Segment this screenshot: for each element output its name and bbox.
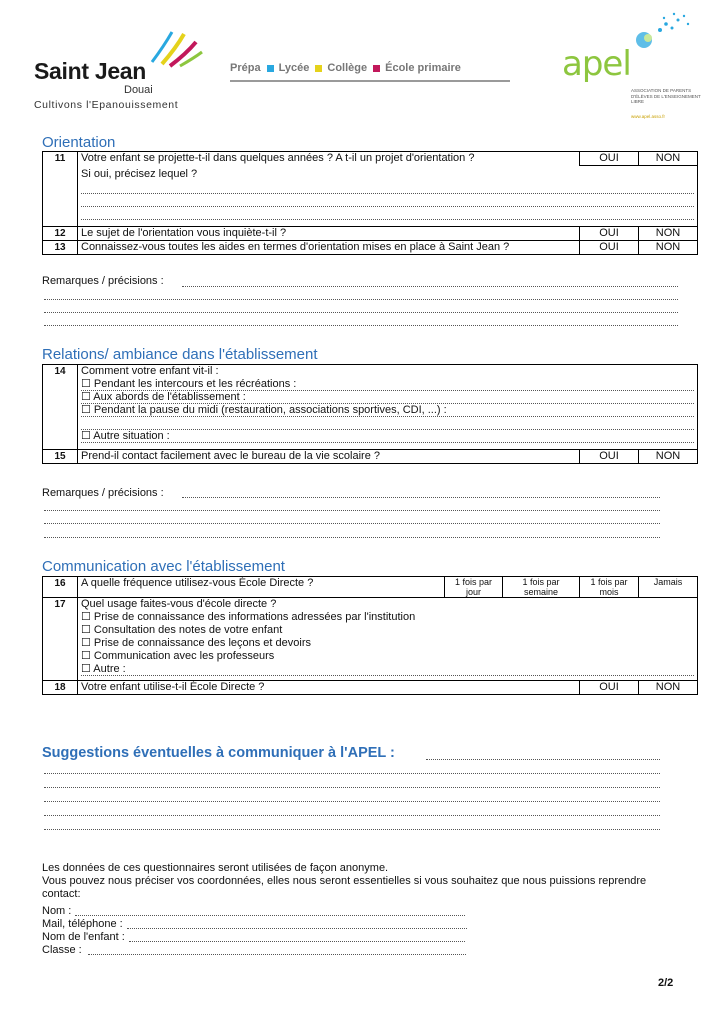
answer-area[interactable] (78, 166, 698, 227)
suggestions-line[interactable] (44, 801, 660, 802)
no-option[interactable]: NON (639, 152, 698, 166)
question-text: Le sujet de l'orientation vous inquiète-t-il ? (78, 227, 580, 241)
apel-subtitle: ASSOCIATION DE PARENTS D'ÉLÈVES DE L'ENSEIGNEMENT LIBRE (631, 88, 701, 104)
question-subtext: Si oui, précisez lequel ? (81, 168, 198, 180)
question-text: Votre enfant se projette-t-il dans quelques années ? A t-il un projet d'orientation ? (78, 152, 580, 166)
question-number: 14 (43, 365, 78, 450)
contact-field-name[interactable] (42, 905, 467, 918)
remarks-line[interactable] (182, 497, 660, 498)
frequency-option[interactable]: Jamais (639, 577, 698, 598)
answer-line[interactable] (81, 181, 694, 194)
field-line[interactable] (75, 915, 465, 916)
suggestions-line[interactable] (426, 759, 660, 760)
question-block (78, 365, 698, 450)
no-option[interactable]: NON (639, 227, 698, 241)
question-text: Prend-il contact facilement avec le bureau de la vie scolaire ? (78, 450, 580, 464)
frequency-option[interactable]: 1 fois par mois (580, 577, 639, 598)
no-option[interactable]: NON (639, 241, 698, 255)
answer-line[interactable] (81, 194, 694, 207)
suggestions-line[interactable] (44, 773, 660, 774)
checkbox-option[interactable]: ☐ Aux abords de l'établissement : (81, 391, 694, 404)
apel-url: www.apel.asso.fr (631, 114, 666, 119)
field-line[interactable] (127, 928, 467, 929)
yes-option[interactable]: OUI (580, 227, 639, 241)
no-option[interactable]: NON (639, 450, 698, 464)
suggestions-line[interactable] (44, 829, 660, 830)
question-text: Connaissez-vous toutes les aides en termes d'orientation mises en place à Saint Jean ? (78, 241, 580, 255)
section-title-orientation: Orientation (42, 134, 116, 151)
field-label: Mail, téléphone : (42, 918, 123, 930)
checkbox-option[interactable]: ☐ Communication avec les professeurs (81, 650, 275, 662)
logo-title: Saint Jean (34, 58, 147, 84)
school-levels (230, 62, 461, 74)
checkbox-option[interactable]: ☐ Autre : (81, 663, 694, 676)
frequency-option[interactable]: 1 fois par semaine (502, 577, 579, 598)
header-divider (230, 80, 510, 82)
level-label: Lycée (278, 62, 310, 74)
logo-city: Douai (124, 84, 153, 96)
yes-option[interactable]: OUI (580, 450, 639, 464)
question-number: 16 (43, 577, 78, 598)
question-number: 17 (43, 598, 78, 681)
field-line[interactable] (129, 941, 465, 942)
level-square-icon (267, 65, 274, 72)
page-number: 2/2 (658, 977, 674, 989)
field-label: Nom : (42, 905, 72, 917)
section-title-relations: Relations/ ambiance dans l'établissement (42, 346, 318, 363)
checkbox-option[interactable]: ☐ Consultation des notes de votre enfant (81, 624, 283, 636)
contact-field-class[interactable] (42, 944, 467, 957)
question-text: A quelle fréquence utilisez-vous École Directe ? (78, 577, 445, 598)
checkbox-option[interactable]: ☐ Prise de connaissance des leçons et devoirs (81, 637, 311, 649)
question-text: Votre enfant utilise-t-il École Directe ? (78, 681, 580, 695)
remarks-line[interactable] (44, 299, 678, 300)
remarks-line[interactable] (182, 286, 678, 287)
no-option[interactable]: NON (639, 681, 698, 695)
level-label: École primaire (385, 62, 461, 74)
suggestions-line[interactable] (44, 787, 660, 788)
question-number: 11 (43, 152, 78, 227)
orientation-table (42, 151, 698, 255)
frequency-option[interactable]: 1 fois par jour (445, 577, 503, 598)
question-number: 13 (43, 241, 78, 255)
checkbox-option[interactable]: ☐ Pendant la pause du midi (restauration, associations sportives, CDI, ...) : (81, 404, 694, 417)
contact-field-child[interactable] (42, 931, 467, 944)
logo-tagline: Cultivons l'Epanouissement (34, 99, 179, 111)
communication-table (42, 576, 698, 695)
question-number: 12 (43, 227, 78, 241)
remarks-line[interactable] (44, 537, 660, 538)
contact-fields (42, 905, 467, 957)
level-square-icon (315, 65, 322, 72)
footer-notice (42, 862, 682, 901)
yes-option[interactable]: OUI (580, 241, 639, 255)
yes-option[interactable]: OUI (580, 152, 639, 166)
remarks-line[interactable] (44, 325, 678, 326)
checkbox-option[interactable]: ☐ Autre situation : (81, 430, 694, 443)
level-label: Prépa (230, 62, 261, 74)
field-line[interactable] (88, 954, 466, 955)
saint-jean-logo-strokes-icon (150, 28, 210, 68)
remarks-label: Remarques / précisions : (42, 275, 164, 287)
remarks-line[interactable] (44, 523, 660, 524)
checkbox-option[interactable]: ☐ Prise de connaissance des informations adressées par l'institution (81, 611, 416, 623)
footer-line: Les données de ces questionnaires seront utilisées de façon anonyme. (42, 862, 389, 874)
level-square-icon (373, 65, 380, 72)
apel-logo-word: apel (562, 44, 631, 84)
contact-field-mail[interactable] (42, 918, 467, 931)
answer-line[interactable] (81, 207, 694, 220)
question-text: Quel usage faites-vous d'école directe ? (81, 598, 277, 610)
remarks-label: Remarques / précisions : (42, 487, 164, 499)
remarks-line[interactable] (44, 312, 678, 313)
question-number: 18 (43, 681, 78, 695)
checkbox-option[interactable]: ☐ Pendant les intercours et les récréations : (81, 378, 694, 391)
section-title-communication: Communication avec l'établissement (42, 558, 285, 575)
suggestions-line[interactable] (44, 815, 660, 816)
field-label: Nom de l'enfant : (42, 931, 125, 943)
suggestions-title: Suggestions éventuelles à communiquer à l'APEL : (42, 745, 395, 761)
apel-dandelion-icon (626, 8, 696, 53)
yes-option[interactable]: OUI (580, 681, 639, 695)
remarks-line[interactable] (44, 510, 660, 511)
question-text: Comment votre enfant vit-il : (81, 365, 219, 377)
footer-line: Vous pouvez nous préciser vos coordonnées, elles nous seront essentielles si vous souhaitez que nous puissions reprendre contact: (42, 875, 647, 900)
question-number: 15 (43, 450, 78, 464)
answer-line[interactable] (81, 417, 694, 430)
level-label: Collège (327, 62, 368, 74)
field-label: Classe : (42, 944, 82, 956)
question-block (78, 598, 698, 681)
relations-table (42, 364, 698, 464)
